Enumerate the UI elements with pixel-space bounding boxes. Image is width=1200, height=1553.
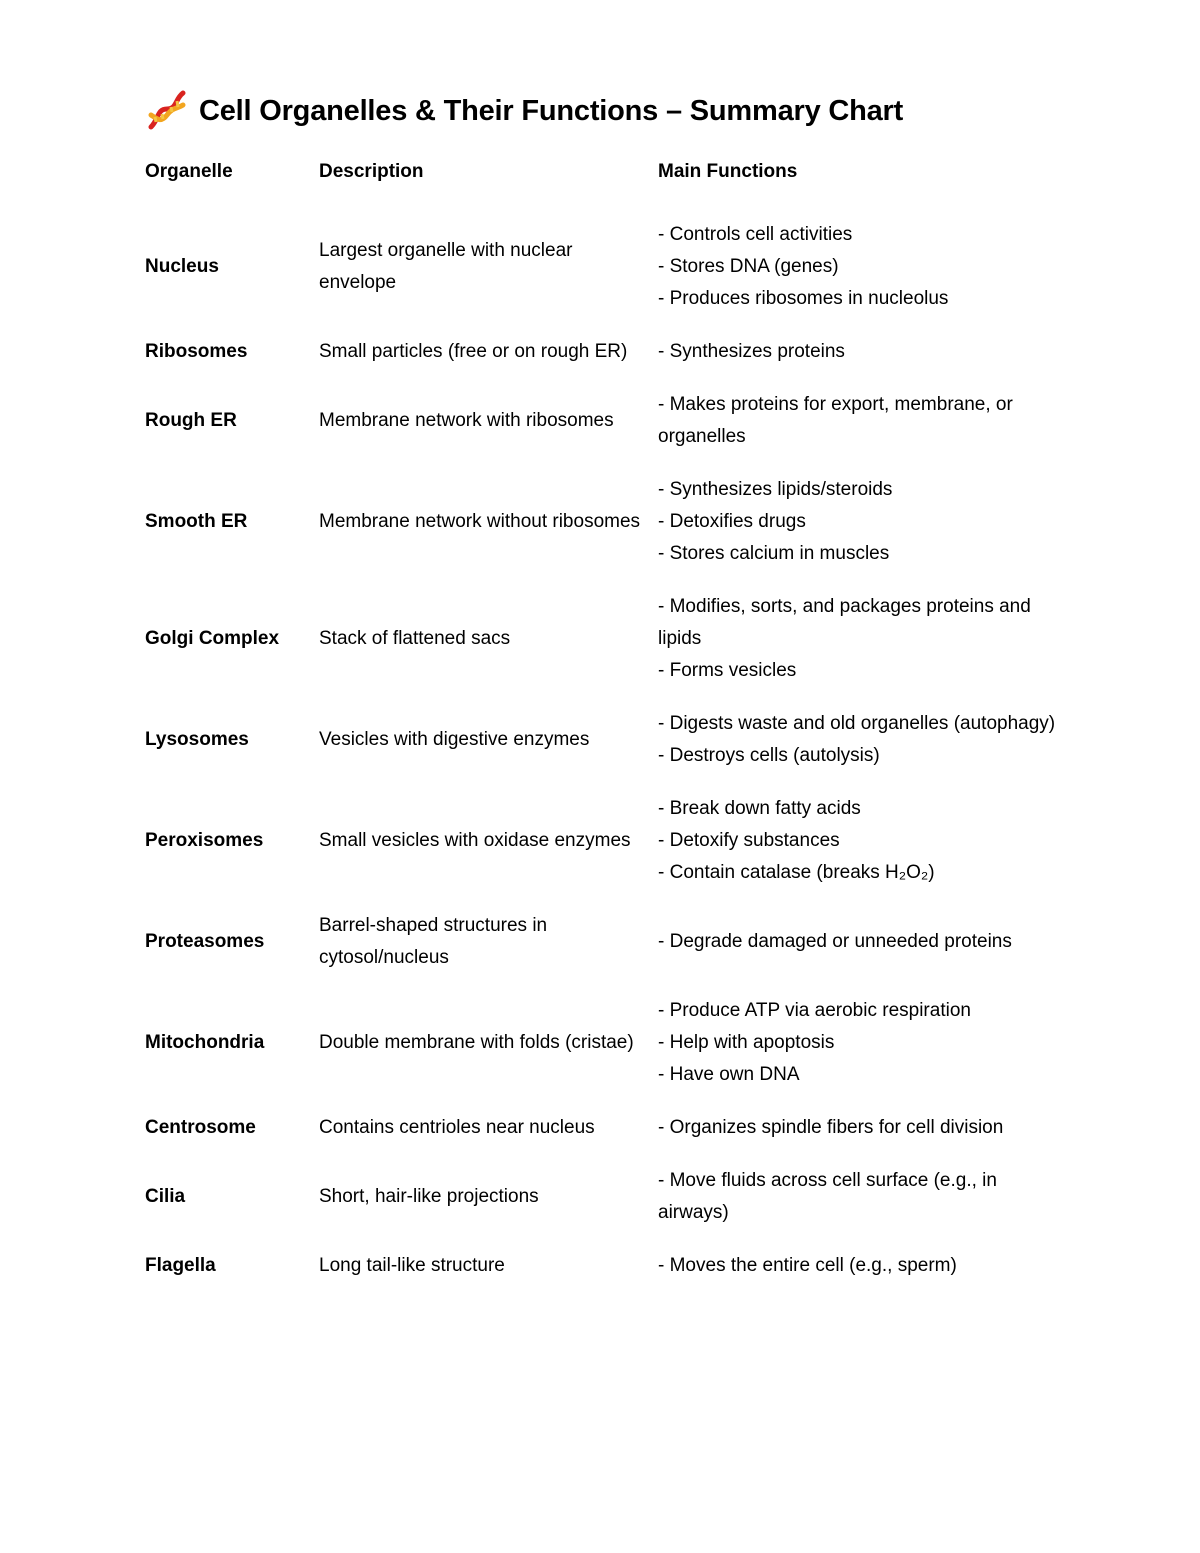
function-line: - Produces ribosomes in nucleolus — [658, 288, 949, 309]
function-line: - Detoxify substances — [658, 830, 840, 851]
organelle-functions — [658, 986, 1065, 1103]
organelle-name: Mitochondria — [145, 1032, 265, 1053]
title-row — [145, 86, 1065, 136]
function-line: - Synthesizes lipids/steroids — [658, 479, 893, 500]
organelle-functions — [658, 1241, 1065, 1294]
function-line: - Help with apoptosis — [658, 1032, 835, 1053]
organelle-description: Barrel-shaped structures in cytosol/nucleus — [319, 915, 548, 968]
organelle-functions — [658, 582, 1065, 699]
organelle-name: Golgi Complex — [145, 628, 280, 649]
function-line: - Organizes spindle fibers for cell division — [658, 1117, 1004, 1138]
organelle-description: Contains centrioles near nucleus — [319, 1117, 595, 1138]
header-description: Description — [319, 161, 424, 182]
table-header-row — [145, 158, 1065, 210]
organelle-name: Proteasomes — [145, 931, 265, 952]
table-row — [145, 380, 1065, 465]
organelle-description: Largest organelle with nuclear envelope — [319, 240, 573, 293]
organelle-functions — [658, 901, 1065, 986]
table-row — [145, 465, 1065, 582]
organelle-description: Small particles (free or on rough ER) — [319, 341, 628, 362]
function-line: - Makes proteins for export, membrane, or organelles — [658, 394, 1013, 447]
organelle-description: Membrane network with ribosomes — [319, 410, 614, 431]
organelle-name: Cilia — [145, 1186, 186, 1207]
organelle-name: Flagella — [145, 1255, 216, 1276]
table-body — [145, 210, 1065, 1294]
organelle-name: Rough ER — [145, 410, 237, 431]
organelle-name: Smooth ER — [145, 511, 248, 532]
table-row — [145, 699, 1065, 784]
function-line: - Produce ATP via aerobic respiration — [658, 1000, 971, 1021]
table-row — [145, 327, 1065, 380]
organelle-name: Centrosome — [145, 1117, 256, 1138]
function-line: - Stores DNA (genes) — [658, 256, 839, 277]
function-line: - Synthesizes proteins — [658, 341, 845, 362]
organelle-functions — [658, 699, 1065, 784]
organelle-name: Nucleus — [145, 256, 219, 277]
organelle-functions — [658, 1103, 1065, 1156]
organelle-functions — [658, 327, 1065, 380]
table-row — [145, 986, 1065, 1103]
organelles-table — [145, 158, 1065, 1294]
organelle-name: Lysosomes — [145, 729, 249, 750]
function-line: - Move fluids across cell surface (e.g., in airways) — [658, 1170, 997, 1223]
header-main-functions: Main Functions — [658, 161, 798, 182]
organelle-description: Vesicles with digestive enzymes — [319, 729, 590, 750]
organelle-description: Small vesicles with oxidase enzymes — [319, 830, 631, 851]
function-line: - Stores calcium in muscles — [658, 543, 890, 564]
organelle-description: Short, hair-like projections — [319, 1186, 539, 1207]
table-row — [145, 582, 1065, 699]
page-title: Cell Organelles & Their Functions – Summary Chart — [199, 94, 904, 127]
dna-icon — [145, 89, 189, 133]
table-row — [145, 1241, 1065, 1294]
function-line: - Break down fatty acids — [658, 798, 861, 819]
function-line: - Destroys cells (autolysis) — [658, 745, 880, 766]
table-row — [145, 1103, 1065, 1156]
function-line: - Moves the entire cell (e.g., sperm) — [658, 1255, 957, 1276]
table-row — [145, 784, 1065, 901]
function-line: - Degrade damaged or unneeded proteins — [658, 931, 1012, 952]
organelle-functions — [658, 210, 1065, 327]
function-line: - Contain catalase (breaks H₂O₂) — [658, 862, 935, 883]
function-line: - Modifies, sorts, and packages proteins and lipids — [658, 596, 1031, 649]
table-row — [145, 1156, 1065, 1241]
table-row — [145, 901, 1065, 986]
table-row — [145, 210, 1065, 327]
organelle-name: Ribosomes — [145, 341, 248, 362]
function-line: - Forms vesicles — [658, 660, 797, 681]
organelle-functions — [658, 1156, 1065, 1241]
document-page — [145, 86, 1065, 1294]
function-line: - Detoxifies drugs — [658, 511, 806, 532]
organelle-name: Peroxisomes — [145, 830, 264, 851]
function-line: - Digests waste and old organelles (autophagy) — [658, 713, 1056, 734]
organelle-description: Stack of flattened sacs — [319, 628, 511, 649]
function-line: - Have own DNA — [658, 1064, 800, 1085]
organelle-functions — [658, 784, 1065, 901]
organelle-description: Double membrane with folds (cristae) — [319, 1032, 634, 1053]
organelle-description: Long tail-like structure — [319, 1255, 505, 1276]
header-organelle: Organelle — [145, 161, 233, 182]
organelle-description: Membrane network without ribosomes — [319, 511, 641, 532]
function-line: - Controls cell activities — [658, 224, 853, 245]
organelle-functions — [658, 465, 1065, 582]
organelle-functions — [658, 380, 1065, 465]
